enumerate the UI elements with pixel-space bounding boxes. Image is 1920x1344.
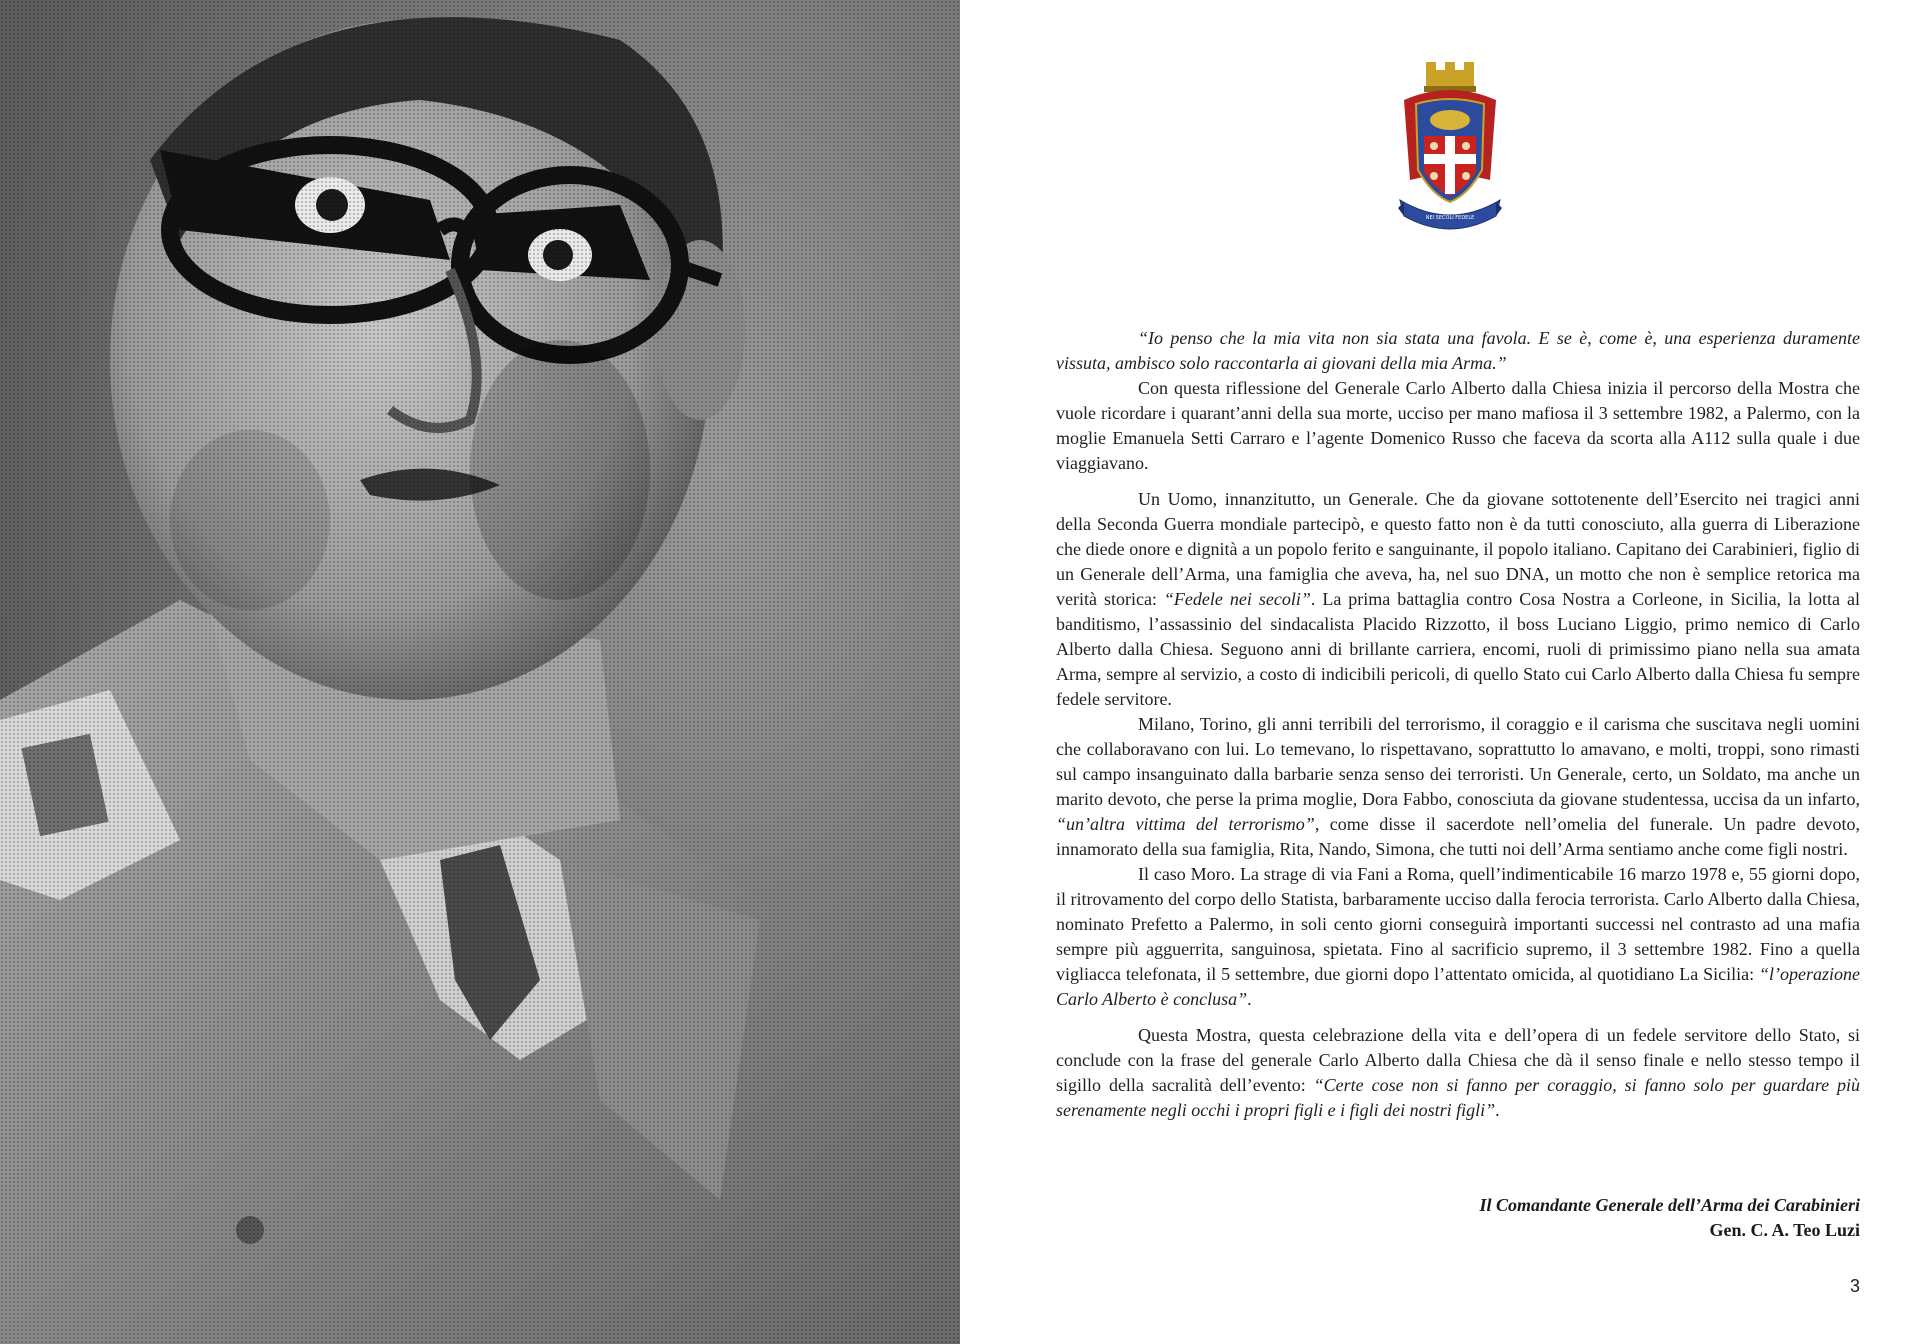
inline-quote: “Fedele nei secoli”: [1163, 589, 1311, 609]
inline-quote: “l’operazione Carlo Alberto è conclusa”: [1056, 964, 1860, 1009]
paragraph-text: Milano, Torino, gli anni terribili del terrorismo, il coraggio e il carisma che suscitava negli uomini che collaboravano con lui. Lo temevano, lo rispettavano, soprattutto lo amavano, e molti, troppi, sono rimasti sul campo insanguinato dalla barbarie senza senso dei terroristi. Un Generale, certo, un Soldato, ma anche un marito devoto, che perse la prima moglie, Dora Fabbo, conosciuta da giovane studentessa, uccisa da un infarto,: [1056, 714, 1860, 809]
paragraph-text: Un Uomo, innanzitutto, un Generale. Che da giovane sottotenente dell’Esercito nei tragici anni della Seconda Guerra mondiale partecipò, e questo fatto non è da tutti conosciuto, alla guerra di Liberazione che diede onore e dignità a un popolo ferito e sanguinante, il popolo italiano. Capitano dei Carabinieri, figlio di un Generale dell’Arma, una famiglia che aveva, ha, nel suo DNA, un motto che non è semplice retorica ma verità storica:: [1056, 489, 1860, 609]
page-number: 3: [1849, 1276, 1860, 1296]
paragraph-biography: [1056, 487, 1860, 712]
paragraph-moro: [1056, 862, 1860, 1012]
paragraph-text: , come disse il sacerdote nell’omelia del funerale. Un padre devoto, innamorato della sua famiglia, Rita, Nando, Simona, che tutti noi dell’Arma sentiamo anche come figli nostri.: [1056, 814, 1860, 859]
paragraph-text: .: [1495, 1100, 1500, 1120]
paragraph-text: .: [1247, 989, 1252, 1009]
signature-block: [1479, 1193, 1860, 1243]
paragraph-intro: Con questa riflessione del Generale Carlo Alberto dalla Chiesa inizia il percorso della Mostra che vuole ricordare i quarant’anni della sua morte, ucciso per mano mafiosa il 3 settembre 1982, a Palermo, con la moglie Emanuela Setti Carraro e l’agente Domenico Russo che faceva da scorta alla A112 sulla quale i due viaggiavano.: [1056, 378, 1860, 473]
paragraph-closing: [1056, 1023, 1860, 1123]
carabinieri-crest-icon: [1398, 60, 1502, 240]
body-text: [1056, 326, 1860, 1123]
inline-quote: “un’altra vittima del terrorismo”: [1056, 814, 1315, 834]
opening-quote: “Io penso che la mia vita non sia stata una favola. E se è, come è, una esperienza duramente vissuta, ambisco solo raccontarla ai giovani della mia Arma.”: [1056, 328, 1860, 373]
crest-motto: NEI SECOLI FEDELE: [1425, 215, 1475, 221]
paragraph-terrorism: [1056, 712, 1860, 862]
paragraph-text: Il caso Moro. La strage di via Fani a Roma, quell’indimenticabile 16 marzo 1978 e, 55 giorni dopo, il ritrovamento del corpo dello Statista, barbaramente ucciso dalla ferocia terrorista. Carlo Alberto dalla Chiesa, nominato Prefetto a Palermo, in soli cento giorni conseguirà importanti successi nel contrasto ad una mafia sempre più agguerrita, sanguinosa, spietata. Fino al sacrificio supremo, il 3 settembre 1982. Fino a quella vigliacca telefonata, il 5 settembre, due giorni dopo l’attentato omicida, al quotidiano La Sicilia:: [1056, 864, 1860, 984]
paragraph-text: Questa Mostra, questa celebrazione della vita e dell’opera di un fedele servitore dello Stato, si conclude con la frase del generale Carlo Alberto dalla Chiesa che dà il senso finale e nello stesso tempo il sigillo della sacralità dell’evento:: [1056, 1025, 1860, 1095]
inline-quote: “Certe cose non si fanno per coraggio, si fanno solo per guardare più serenamente negli occhi i propri figli e i figli dei nostri figli”: [1056, 1075, 1860, 1120]
text-page: [960, 0, 1920, 1344]
signature-role: Il Comandante Generale dell’Arma dei Carabinieri: [1479, 1195, 1860, 1215]
paragraph-text: . La prima battaglia contro Cosa Nostra a Corleone, in Sicilia, la lotta al banditismo, l’assassinio del sindacalista Placido Rizzotto, il boss Luciano Liggio, primo nemico di Carlo Alberto dalla Chiesa. Seguono anni di brillante carriera, encomi, ruoli di primissimo piano nella sua amata Arma, sempre al servizio, a costo di indicibili pericoli, di quello Stato cui Carlo Alberto dalla Chiesa fu sempre fedele servitore.: [1056, 589, 1860, 709]
signature-name: Gen. C. A. Teo Luzi: [1709, 1220, 1860, 1240]
